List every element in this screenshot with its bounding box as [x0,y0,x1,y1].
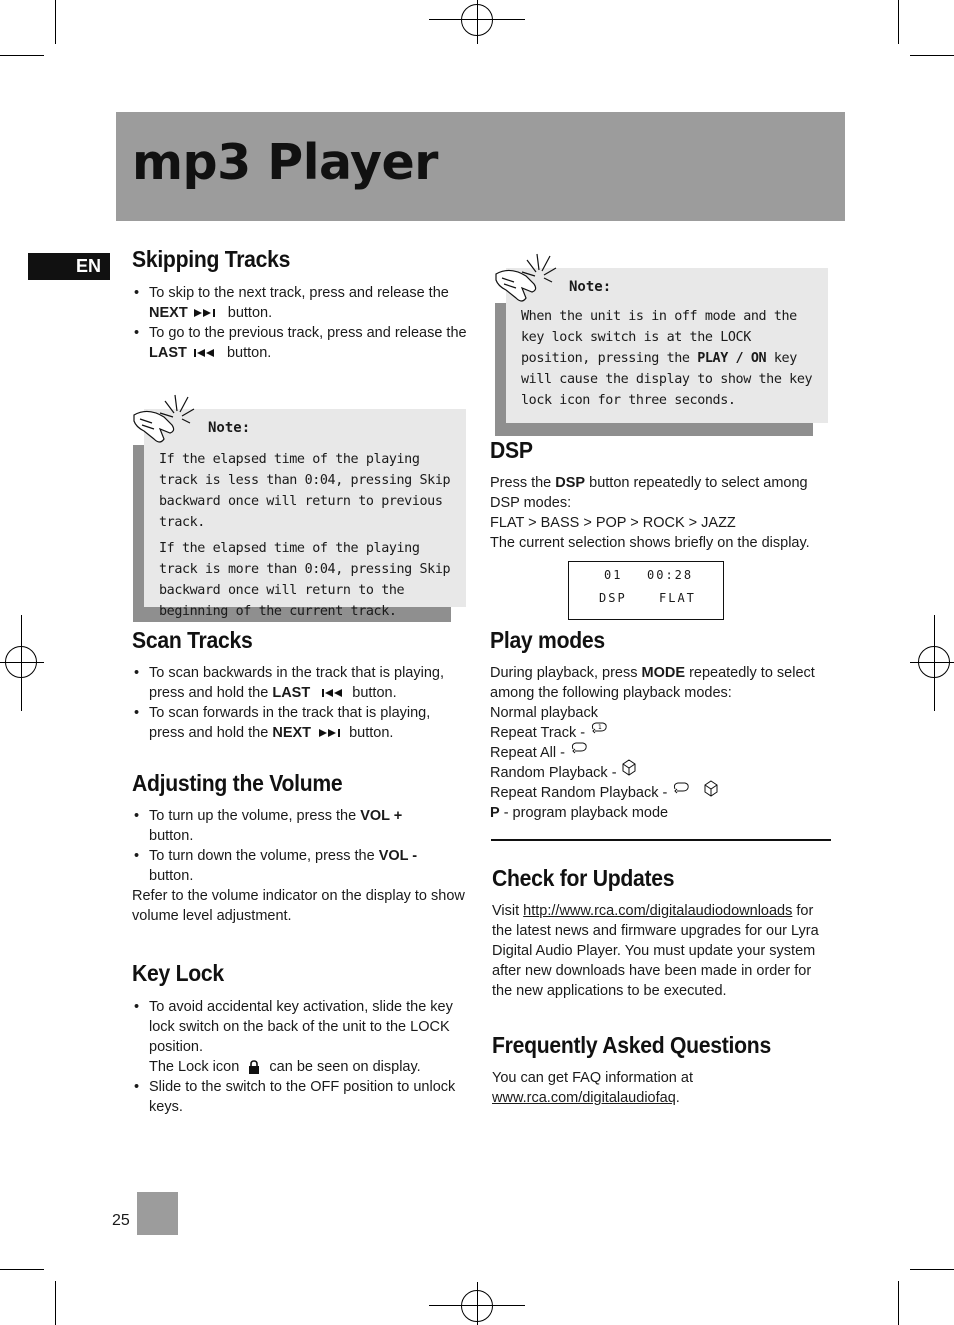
updates-section: Visit http://www.rca.com/digitalaudiodownloads for the latest news and firmware upgrades for our Lyra Digital Audio Player. You must update your system after new downloads have been made in order for the new applications to be executed. [492,903,819,999]
random-icon [703,780,719,798]
scan-tracks-list [132,663,467,743]
note-box [128,385,468,625]
faq-section: You can get FAQ information at www.rca.com/digitalaudiofaq. [492,1070,693,1106]
crop-mark [898,0,899,44]
crop-mark [910,1269,954,1270]
heading-dsp: DSP [490,437,533,463]
next-icon [315,728,345,738]
repeat-all-icon [569,740,589,756]
heading-play-modes: Play modes [490,627,605,653]
crop-mark [55,0,56,44]
page-title: mp3 Player [132,134,438,191]
note-hand-icon [492,246,570,306]
page-tab [137,1192,178,1235]
updates-link[interactable]: http://www.rca.com/digitalaudiodownloads [523,903,793,919]
crop-mark [910,55,954,56]
heading-adjusting-volume: Adjusting the Volume [132,770,343,796]
language-tab: EN [28,253,110,280]
note-hand-icon [130,387,208,447]
list-item: • To avoid accidental key activation, slide the key lock switch on the back of the unit to the LOCK position. The Lock icon can be seen on display. [132,997,467,1077]
page-number: 25 [112,1212,130,1229]
title-banner [116,112,845,221]
list-item: • To skip to the next track, press and release the NEXT button. [132,283,467,323]
note-label: Note: [569,279,612,295]
list-item: • To turn down the volume, press the VOL - button. [132,846,467,886]
note-text: When the unit is in off mode and the key lock switch is at the LOCK position, pressing the PLAY / ON key will cause the display to show the key lock icon for three seconds. [521,309,813,408]
random-icon [621,759,637,777]
skipping-tracks-list [132,283,467,363]
note-label: Note: [208,420,251,436]
heading-faq: Frequently Asked Questions [492,1032,771,1058]
list-item: • To turn up the volume, press the VOL + button. [132,806,467,846]
crop-mark [55,1281,56,1325]
play-modes-section: During playback, press MODE repeatedly to select among the following playback modes: Normal playback Repeat Track - 1 Repeat All - Random Playback - Repeat Random Playback - P - program playback mode [490,665,815,821]
svg-text:1: 1 [598,724,602,732]
list-item: • Slide to the switch to the OFF position to unlock keys. [132,1077,467,1117]
repeat-all-icon [671,780,691,796]
volume-footer: Refer to the volume indicator on the display to show volume level adjustment. [132,888,465,924]
note-text: If the elapsed time of the playing track is less than 0:04, pressing Skip backward once will return to previous track. If the elapsed time of the playing track is more than 0:04, pressing Skip backward once will return to the beginning of the current track. [159,452,451,619]
lock-icon [247,1060,261,1074]
faq-link[interactable]: www.rca.com/digitalaudiofaq [492,1090,676,1106]
lcd-display: 01 00:28 DSP FLAT [568,561,724,620]
repeat-track-icon [589,720,609,736]
note-box [490,246,830,438]
crop-mark [898,1281,899,1325]
crop-mark [0,55,44,56]
last-icon [314,688,348,698]
next-icon [192,308,220,318]
heading-skipping-tracks: Skipping Tracks [132,246,291,272]
list-item: • To scan backwards in the track that is playing, press and hold the LAST button. [132,663,467,703]
crop-mark [0,1269,44,1270]
list-item: • To go to the previous track, press and release the LAST button. [132,323,467,363]
list-item: • To scan forwards in the track that is playing, press and hold the NEXT button. [132,703,467,743]
heading-scan-tracks: Scan Tracks [132,627,253,653]
heading-key-lock: Key Lock [132,960,224,986]
key-lock-list [132,997,467,1117]
section-divider [491,839,831,841]
volume-section [132,806,467,926]
last-icon [191,348,219,358]
dsp-section: Press the DSP button repeatedly to select among DSP modes: FLAT > BASS > POP > ROCK > JAZZ The current selection shows briefly on the display. [490,475,810,551]
heading-check-updates: Check for Updates [492,865,675,891]
